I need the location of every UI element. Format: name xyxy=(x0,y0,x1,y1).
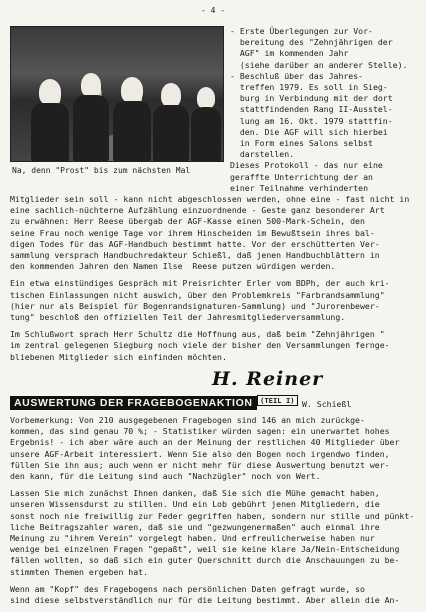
protocol-paragraph: Im Schlußwort sprach Herr Schultz die Hoffnung aus, daß beim "Zehnjährigen " im zentral gelegenen Siegburg noch viele der bisher den Versammlungen fernge- bliebenen Mitglieder sich einfinden möchten. xyxy=(10,329,390,362)
person-body xyxy=(113,101,151,161)
right-column-line: den. Die AGF will sich hierbei xyxy=(230,126,388,137)
person-head xyxy=(161,83,181,107)
right-column-line: treffen 1979. Es soll in Sieg- xyxy=(230,82,388,93)
protocol-paragraph: Ein etwa einstündiges Gespräch mit Preisrichter Erler vom BDPh, der auch kri- tischen Einlassungen nicht auswich, über den Problemkreis "Farbrandsammlung" (hier nur als Beispiel für Bogenrandsignaturen-Sammlung) und "Jurorenbewer- tung" beschloß den offiziellen Teil der Jahresmitgliederversammlung. xyxy=(10,278,390,323)
right-column-line: geraffte Unterrichtung der an xyxy=(230,171,373,182)
person-head xyxy=(197,87,215,109)
section-author: W. Schießl xyxy=(302,399,352,409)
handwritten-signature: H. Reiner xyxy=(212,368,324,390)
right-column-line: AGF" im kommenden Jahr xyxy=(230,48,349,59)
right-column-line: lung am 16. Okt. 1979 stattfin- xyxy=(230,115,393,126)
photo-caption: Na, denn "Prost" bis zum nächsten Mal xyxy=(12,166,191,175)
person-head xyxy=(81,73,101,97)
survey-text xyxy=(10,415,416,612)
right-column-line: bereitung des "Zehnjährigen der xyxy=(230,37,393,48)
right-column-line: - Beschluß über das Jahres- xyxy=(230,70,364,81)
person-body xyxy=(191,107,221,161)
section-heading: AUSWERTUNG DER FRAGEBOGENAKTION xyxy=(10,396,257,410)
person-body xyxy=(153,105,189,161)
protocol-text xyxy=(10,194,416,369)
person-head xyxy=(121,77,143,103)
survey-paragraph: Wenn am "Kopf" des Fragebogens nach persönlichen Daten gefragt wurde, so sind diese selbstverständlich nur für die Leitung bestimmt. Aber allein die An- xyxy=(10,583,400,606)
right-column-line: stattfindenden Rang II-Ausstel- xyxy=(230,104,393,115)
person-body xyxy=(73,95,109,161)
right-column-line: (siehe darüber an anderer Stelle). xyxy=(230,59,408,70)
survey-paragraph: Lassen Sie mich zunächst Ihnen danken, daß Sie sich die Mühe gemacht haben, unseren Wissensdurst zu stillen. Und ein Lob gebührt jenen Mitgliedern, die sonst noch nie freiwillig zur Feder gegriffen haben, sondern nur stille und pünkt- liche Beitragszahler waren, daß sie und "gezwungenermaßen" auch einmal ihre Meinung zu "ihrem Verein" vorgelegt haben. Und erfreulicherweise haben nur wenige bei einzelnen Fragen "gepaßt", weil sie keine klare Ja/Nein-Entscheidung fällen wollten, so daß sich ein guter Querschnitt durch die Anschauungen zu be- stimmten Themen ergeben hat. xyxy=(10,488,415,577)
right-column-line: einer Teilnahme verhinderten xyxy=(230,182,369,193)
right-column-text xyxy=(230,26,420,194)
right-column-line: in Form eines Salons selbst xyxy=(230,138,373,149)
right-column-line: - Erste Überlegungen zur Vor- xyxy=(230,26,373,36)
right-column-line: Dieses Protokoll - das nur eine xyxy=(230,160,383,171)
section-part-tag: (TEIL I) xyxy=(257,395,298,406)
right-column-line: darstellen. xyxy=(230,149,295,160)
protocol-paragraph: Mitglieder sein soll - kann nicht abgeschlossen werden, ohne eine - fast nicht in eine sachlich-nüchterne Aufzählung einzuordnende - Geste ganz besonderer Art zu erwähnen: Herr Reese übergab der AGF-Kasse einen 500-Mark-Schein, den seine Frau noch wenige Tage vor ihrem Hinscheiden im Bewußtsein ihres bal- digen Todes für das AGF-Handbuch bestimmt hatte. Vor der erschütterten Ver- sammlung versprach Handbuchredakteur Schießl, daß jenen Handbuchblättern in den kommenden Jahren den Namen Ilse Reese putzen würdigen werden. xyxy=(10,194,410,272)
person-head xyxy=(39,79,61,105)
right-column-line: burg in Verbindung mit der dort xyxy=(230,93,393,104)
page-number: - 4 - xyxy=(200,6,226,15)
person-body xyxy=(31,103,69,161)
survey-paragraph: Vorbemerkung: Von 210 ausgegebenen Fragebogen sind 146 an mich zurückge- kommen, das sind genau 70 %; - Statistiker würden sagen: ein unerwartet hohes Ergebnis! - ich aber wäre auch an der Meinung der restlichen 40 Mitglieder über unsere AGF-Arbeit interessiert. Wenn Sie also den Bogen noch irgendwo finden, füllen Sie ihn aus; auch wenn er nicht mehr für diese Auswertung benutzt wer- den kann, für die Leitung sind auch "Nachzügler" noch von Wert. xyxy=(10,415,400,482)
group-photo xyxy=(10,26,224,162)
